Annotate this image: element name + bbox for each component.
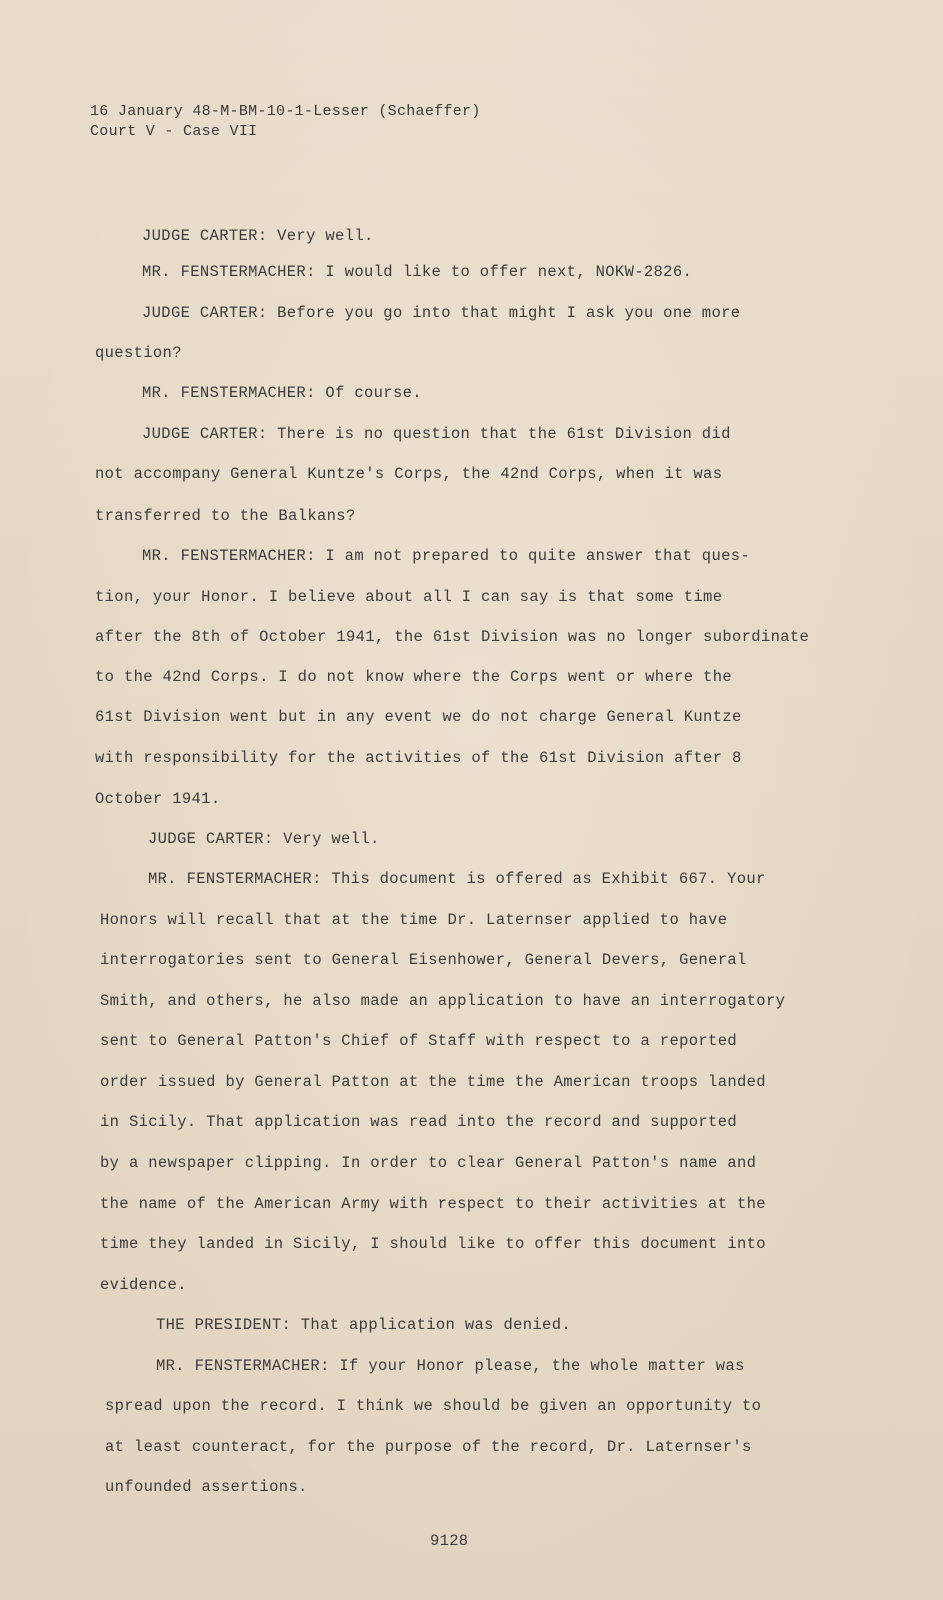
transcript-line: order issued by General Patton at the time the American troops landed	[100, 1073, 766, 1091]
transcript-line: MR. FENSTERMACHER: Of course.	[142, 384, 422, 402]
transcript-line: 61st Division went but in any event we do not charge General Kuntze	[95, 708, 742, 726]
transcript-line: at least counteract, for the purpose of the record, Dr. Laternser's	[105, 1438, 752, 1456]
transcript-line: in Sicily. That application was read into the record and supported	[100, 1113, 737, 1131]
document-header	[90, 102, 481, 142]
transcript-line: MR. FENSTERMACHER: If your Honor please, the whole matter was	[156, 1357, 745, 1375]
transcript-line: spread upon the record. I think we should be given an opportunity to	[105, 1397, 762, 1415]
header-court-case: Court V - Case VII	[90, 123, 258, 140]
transcript-line: MR. FENSTERMACHER: I would like to offer next, NOKW-2826.	[142, 263, 693, 281]
transcript-line: THE PRESIDENT: That application was denied.	[156, 1316, 572, 1334]
transcript-line: to the 42nd Corps. I do not know where the Corps went or where the	[95, 668, 732, 686]
transcript-line: JUDGE CARTER: Very well.	[142, 227, 374, 245]
transcript-line: JUDGE CARTER: Very well.	[148, 830, 380, 848]
transcript-line: sent to General Patton's Chief of Staff with respect to a reported	[100, 1032, 737, 1050]
transcript-line: Honors will recall that at the time Dr. Laternser applied to have	[100, 911, 728, 929]
transcript-line: MR. FENSTERMACHER: I am not prepared to quite answer that ques-	[142, 547, 751, 565]
transcript-line: time they landed in Sicily, I should like to offer this document into	[100, 1235, 766, 1253]
transcript-line: tion, your Honor. I believe about all I can say is that some time	[95, 588, 723, 606]
transcript-line: by a newspaper clipping. In order to clear General Patton's name and	[100, 1154, 757, 1172]
transcript-line: the name of the American Army with respect to their activities at the	[100, 1195, 766, 1213]
transcript-line: question?	[95, 344, 182, 362]
transcript-line: MR. FENSTERMACHER: This document is offered as Exhibit 667. Your	[148, 870, 766, 888]
transcript-line: JUDGE CARTER: There is no question that the 61st Division did	[142, 425, 731, 443]
transcript-line: after the 8th of October 1941, the 61st Division was no longer subordinate	[95, 628, 810, 646]
transcript-line: unfounded assertions.	[105, 1478, 308, 1496]
header-date-reference: 16 January 48-M-BM-10-1-Lesser (Schaeffer)	[90, 103, 481, 120]
transcript-line: interrogatories sent to General Eisenhower, General Devers, General	[100, 951, 747, 969]
transcript-line: not accompany General Kuntze's Corps, the 42nd Corps, when it was	[95, 465, 723, 483]
transcript-line: Smith, and others, he also made an application to have an interrogatory	[100, 992, 786, 1010]
transcript-line: October 1941.	[95, 790, 221, 808]
transcript-line: JUDGE CARTER: Before you go into that might I ask you one more	[142, 304, 741, 322]
transcript-line: with responsibility for the activities of the 61st Division after 8	[95, 749, 742, 767]
transcript-line: transferred to the Balkans?	[95, 507, 356, 525]
transcript-line: evidence.	[100, 1276, 187, 1294]
page-number: 9128	[430, 1532, 469, 1550]
